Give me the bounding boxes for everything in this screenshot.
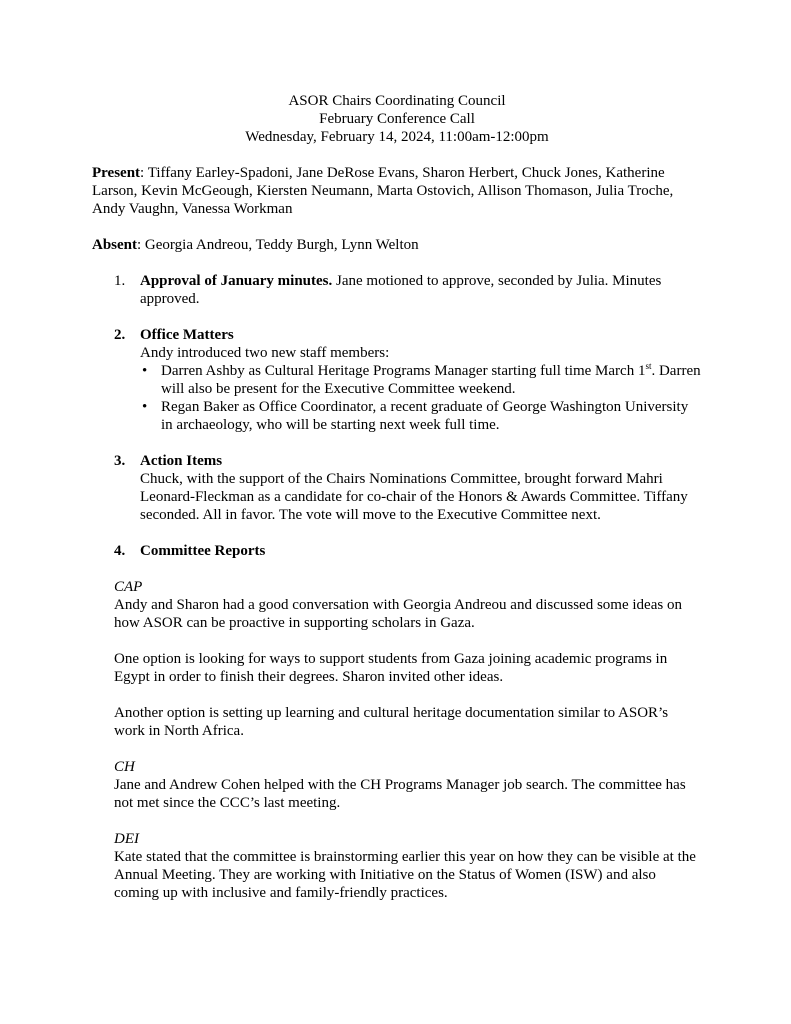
agenda-item-office-matters bbox=[92, 326, 702, 434]
item-intro: Andy introduced two new staff members: bbox=[140, 345, 390, 361]
meeting-date: Wednesday, February 14, 2024, 11:00am-12:00pm bbox=[245, 129, 549, 145]
item-number: 4. bbox=[114, 543, 126, 559]
ch-heading: CH bbox=[114, 759, 135, 775]
present-label: Present bbox=[92, 165, 141, 181]
cap-paragraph-1: Andy and Sharon had a good conversation with Georgia Andreou and discussed some ideas on how ASOR can be proactive in supporting scholars in Gaza. bbox=[114, 597, 682, 631]
list-item: • Regan Baker as Office Coordinator, a recent graduate of George Washington University in archaeology, who will be starting next week full time. bbox=[142, 399, 689, 433]
agenda-item-approval bbox=[92, 272, 702, 308]
item-title: Approval of January minutes. bbox=[140, 273, 333, 289]
document-heading bbox=[92, 92, 702, 146]
dei-heading: DEI bbox=[114, 831, 139, 847]
present-list: : Tiffany Earley-Spadoni, Jane DeRose Evans, Sharon Herbert, Chuck Jones, Katherine Larson, Kevin McGeough, Kiersten Neumann, Marta Ostovich, Allison Thomason, Julia Troche, Andy Vaughn, Vanessa Workman bbox=[92, 165, 674, 217]
item-number: 3. bbox=[114, 453, 126, 469]
item-title: Action Items bbox=[140, 453, 223, 469]
absent-paragraph bbox=[92, 236, 702, 254]
meeting-name: February Conference Call bbox=[319, 111, 475, 127]
dei-paragraph-1: Kate stated that the committee is brainstorming earlier this year on how they can be visible at the Annual Meeting. They are working with Initiative on the Status of Women (ISW) and also coming up with inclusive and family-friendly practices. bbox=[114, 849, 696, 901]
item-number: 2. bbox=[114, 327, 126, 343]
bullet-icon: • bbox=[142, 399, 148, 415]
item-text: Chuck, with the support of the Chairs Nominations Committee, brought forward Mahri Leonard-Fleckman as a candidate for co-chair of the Honors & Awards Committee. Tiffany seconded. All in favor. The vote will move to the Executive Committee next. bbox=[140, 471, 688, 523]
item-number: 1. bbox=[114, 273, 126, 289]
document-page bbox=[92, 92, 702, 902]
ch-paragraph-1: Jane and Andrew Cohen helped with the CH Programs Manager job search. The committee has not met since the CCC’s last meeting. bbox=[114, 777, 686, 811]
list-item: • Darren Ashby as Cultural Heritage Programs Manager starting full time March 1st. Darren will also be present for the Executive Committee weekend. bbox=[142, 361, 701, 397]
cap-heading: CAP bbox=[114, 579, 143, 595]
item-title: Committee Reports bbox=[140, 543, 266, 559]
committee-reports bbox=[92, 578, 702, 902]
item-title: Office Matters bbox=[140, 327, 234, 343]
bullet-icon: • bbox=[142, 363, 148, 379]
item-text: Jane motioned to approve, seconded by Julia. Minutes approved. bbox=[140, 273, 662, 307]
council-name: ASOR Chairs Coordinating Council bbox=[288, 93, 506, 109]
cap-paragraph-2: One option is looking for ways to support students from Gaza joining academic programs in Egypt in order to finish their degrees. Sharon invited other ideas. bbox=[114, 651, 668, 685]
absent-label: Absent bbox=[92, 237, 138, 253]
staff-list bbox=[140, 362, 702, 434]
agenda-item-committee-reports bbox=[92, 542, 702, 560]
present-paragraph bbox=[92, 164, 702, 218]
absent-list: : Georgia Andreou, Teddy Burgh, Lynn Welton bbox=[137, 237, 419, 253]
cap-paragraph-3: Another option is setting up learning and cultural heritage documentation similar to ASOR’s work in North Africa. bbox=[114, 705, 669, 739]
agenda-item-action-items bbox=[92, 452, 702, 524]
